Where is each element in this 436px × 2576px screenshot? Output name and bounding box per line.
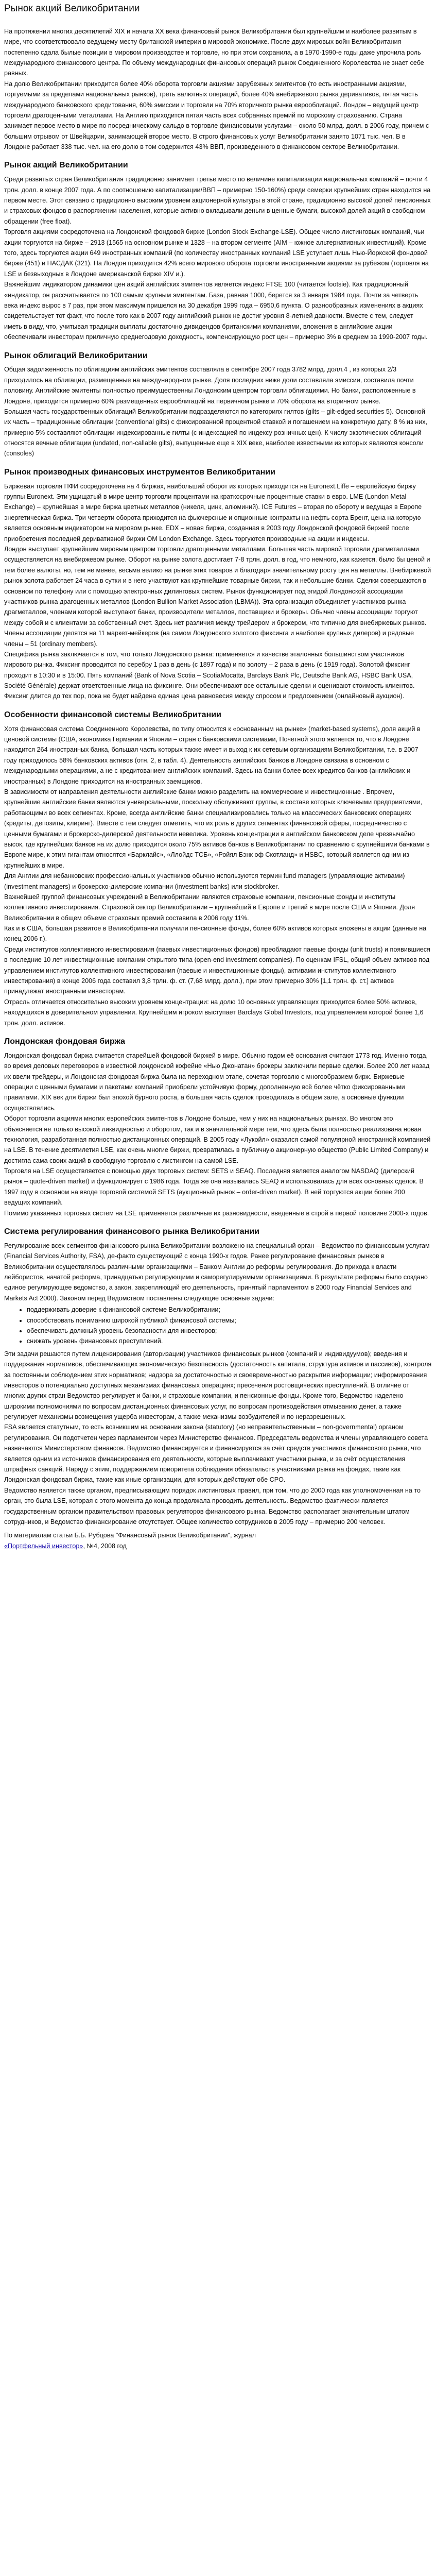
paragraph: Важнейшей группой финансовых учреждений в Великобритании являются страховые компании, пенсионные фонды и институты коллективного инвестирования. Страховой сектор Великобритании – крупнейший в Европе и третий в мире после США и Японии. Доля Великобритании в общем объеме страховых премий составила в 2006 году 11%.: [4, 893, 415, 922]
paragraph: Для Англии для небанковских профессиональных участников обычно используются термин fund managers (управляющие активами) (investment managers) и брокерско-дилерские компании (investment banks) или stockbroker.: [4, 872, 405, 890]
paragraph: Торговля на LSE осуществляется с помощью двух торговых систем: SETS и SEAQ. Последняя является аналогом NASDAQ (дилерский рынок – quote-driven market) и функционирует с 1986 года. Тогда же она называлась SEAQ и использовалась для всех основных сделок. В 1997 году в основном на вводе торговой системой SETS (аукционный рынок – order-driven market). В ней торгуются акции более 200 ведущих компаний.: [4, 1167, 424, 1207]
section-heading: Особенности финансовой системы Великобритании: [4, 710, 221, 719]
list-item: • способствовать пониманию широкой публикой финансовой системы;: [27, 1315, 432, 1326]
section-regulation: [4, 1241, 432, 1551]
paragraph: Биржевая торговля ПФИ сосредоточена на 4 биржах, наибольший оборот из которых приходится на Euronext.Liffe – европейскую биржу группы Euronext. Эти ущищатый в мире центр торговли процентами на краткосрочные процентные ставки в евро. LME (London Metal Exchange) – крупнейшая в мире биржа цветных металлов (никеля, цинк, алюминий). ICE Futures – вторая по обороту и ведущая в Европе энергетическая биржа. Три четверти оборота приходится на фьючерсные и опционные контракты на нефть сорта Брент, цена на которую является основным индикатором на мировом рынке. EDX – новая биржа, созданная в 2003 году Лондонской фондовой биржей после приобретения последней деривативной биржи ОМ London Exchange. Здесь торгуются производные на акции и индексы.: [4, 482, 422, 543]
paragraph: Важнейшим индикатором динамики цен акций английских эмитентов является индекс FTSE 100 (читается footsie). Как традиционный «индикатор, он рассчитывается по 100 самым крупным эмитентам. База, равная 1000, берется за 3 января 1984 года. Почти за четверть века индекс вырос в 7 раз, при этом максимум пришелся на 30 декабря 1999 года – 6950,6 пункта. О разнообразных изменениях в акциях свидетельствует тот факт, что после того как в 2007 году английский рынок не достиг уровня 8-летней давности. Вместе с тем, следует иметь в виду, что, учитывая традиции выплаты достаточно дивидендов британскими компаниями, вложения в английские акции обеспечивали инвесторам приличную среднегодовую доходность, компенсирующую рост цен – примерно 3% в среднем за 1990-2007 годы.: [4, 281, 428, 341]
section-heading: Система регулирования финансового рынка Великобритании: [4, 1227, 259, 1236]
paragraph: Отрасль отличается относительно высоким уровнем концентрации: на долю 10 основных управляющих приходится более 50% активов, находящихся в доверительном управлении. Крупнейшим игроком выступает Barclays Global Investors, под управлением которой более 1,6 трлн. долл. активов.: [4, 998, 424, 1027]
source-link[interactable]: «Портфельный инвестор»: [4, 1542, 83, 1550]
section-heading: Рынок акций Великобритании: [4, 161, 128, 170]
section-stocks: [4, 174, 432, 342]
section-lse: [4, 1050, 432, 1218]
paragraph: Эти задачи решаются путем лицензирования (авторизации) участников финансовых рынков (компаний и индивидуумов); введения и поддержания нормативов, обеспечивающих экономическую безопасность (достаточность капитала, структура активов и пассивов), контроля за постоянным соблюдением этих нормативов; надзора за достаточностью и своевременностью раскрытия информации; информирования инвесторов о потенциально доступных механизмах финансовых операциях; пресечения ростовщических преступлений. В отличие от многих других стран Ведомство регулирует и банки, и страховые компании, и пенсионные фонды. Кроме того, Ведомство наделено широкими полномочиями по вопросам дистанционных финансовых услуг, по вопросам противодействия отмыванию денег, а также регулирует механизмы возмещения ущерба инвесторам, а также механизмы возбудителей и по неразрешенных.: [4, 1350, 432, 1421]
paragraph: Общая задолженность по облигациям английских эмитентов составляла в сентябре 2007 года 3782 млрд. долл.4 , из которых 2/3 приходилось на облигации, размещенные на международном рынке. Доля последних ниже доли составляла эмиссии, составила почти половину. Английские эмитенты полностью преимущественны Лондонским центром торговли облигациями. Но банки, расположенные в Лондоне, приходится примерно 60% размещенных еврооблигаций на первичном рынке и 70% оборота на вторичном рынке.: [4, 366, 416, 405]
section-financial-system: [4, 724, 432, 1028]
paragraph: Регулирование всех сегментов финансового рынка Великобритании возложено на специальный орган – Ведомство по финансовым услугам (Financial Services Authority, FSA), де-факто существующий с конца 1990-х годов. Ранее регулирование финансовых рынков в Великобритании осуществлялось различными организациями – Банком Англии до реформы регулирования. До прихода к власти лейбористов, начатой реформа, тринадцатью регулирующими и саморегулируемыми организациями. В результате реформы было создано единое регулирующее ведомство, а закон, закрепляющий его деятельность, принятый парламентом в 2000 году Financial Services and Markets Act 2000). Законом перед Ведомством поставлены следующие основные задачи:: [4, 1242, 430, 1302]
intro-section: [4, 26, 432, 152]
paragraph: Среди развитых стран Великобритания традиционно занимает третье место по величине капитализации национальных компаний – почти 4 трлн. долл. в конце 2007 года. А по соотношению капитализации/ВВП – примерно 150-160%) среди семерки крупнейших стран находится на первом месте. Этот связано с традиционно высоким уровнем акционерной культуры в этой стране, традиционно высокой долей пенсионных и страховых фондов в распоряжении населения, которые активно вкладывали деньги в ценные бумаги, высокой долей акций в свободном обращении (free float).: [4, 176, 431, 225]
paragraph: Ведомство является также органом, предписывающим порядок листинговых правил, при том, что до 2000 года как уполномоченная на то орган, это была LSE, которая с этого момента до конца продолжала проводить деятельность. Ведомство фактически является государственным органом правительством правовых регуляторов финансового рынка. Ведомство располагает значительным штатом сотрудников, и Ведомство финансирование отсутствует. Общее количество сотрудников в 2005 году – примерно 200 человек.: [4, 1486, 421, 1526]
section-bonds: [4, 364, 432, 459]
source-note: По материалам статьи Б.Б. Рубцова "Финансовый рынок Великобритании", журнал: [4, 1532, 256, 1539]
paragraph: Специфика рынка заключается в том, что только Лондонского рынка: применяется и качестве эталонных большинством участников мирового рынка. Фиксинг проводится по серебру 1 раз в день (с 1897 года) и по золоту – 2 раза в день (с 1919 года). Золотой фиксинг проходит в 10:30 и в 15:00. Пять компаний (Bank of Nova Scotia – ScotiaMocatta, Barclays Bank Plc, Deutsche Bank AG, HSBC Bank USA, Société Générale) держат ответственные лица на фиксинге. Они обеспечивают все остальные сделки и оценивают стоимость клиентов. Фиксинг длится до тех пор, пока не будет найдена единая цена равновесия между спросом и предложением (онлайновый аукцион).: [4, 650, 415, 700]
paragraph: Лондонская фондовая биржа считается старейшей фондовой биржей в мире. Обычно годом её основания считают 1773 год. Именно тогда, во время деловых переговоров в известной лондонской кофейне «Нью Джонатан» брокеры заключили первые сделки. Более 200 лет назад их ввели трейдеры, и Лондонская фондовая биржа была на переходном этапе, сочетая торговлю с многообразием бирж. Биржевые операции с ценными бумагами и пакетами компаний приобрели устойчивую форму, дополненную всё более чётко фиксированными правилами. XIX век для биржи был эпохой бурного роста, а большая часть сделок проводилась в общем зале, а основные функции осуществлялись.: [4, 1052, 430, 1112]
paragraph: На протяжении многих десятилетий XIX и начала XX века финансовый рынок Великобритании был крупнейшим и наиболее развитым в мире, что соответствовало ведущему месту британской империи в мировой экономике. После двух мировых войн Великобритания постепенно сдала былые позиции в мировом производстве и торговле, но при этом сохранила, а в 1970-1990-е годы даже упрочила роль международного финансового центра. По объему международных финансовых операций рынок Соединенного Королевства не знает себе равных.: [4, 27, 424, 77]
list-item: • поддерживать доверие к финансовой системе Великобритании;: [27, 1304, 432, 1315]
tasks-list: [4, 1304, 432, 1347]
list-item: • обеспечивать должный уровень безопасности для инвесторов;: [27, 1326, 432, 1336]
paragraph: Лондон выступает крупнейшим мировым центром торговли драгоценными металлами. Большая часть мировой торговли драгметаллами осуществляется на внебиржевом рынке. Оборот на рынке золота достигает 7-8 трлн. долл. в год, что немного, как кажется, было бы ценой и тем более валюты, но, тем не менее, весьма велико на рынке этих товаров и благодаря значительному росту цен на металлы. Внебиржевой рынок золота работает 24 часа в сутки и в него участвуют как крупнейшие товарные биржи, так и небольшие банки. Сделки совершаются в основном по телефону или с помощью электронных дилинговых систем. Рынок функционирует под эгидой Лондонской ассоциации участников рынка драгоценных металлов (London Bullion Market Association (LBMA)). Эта организация объединяет участников рынка драгметаллов, членами которой выступают банки, производители металлов, поставщики и брокеры. Обычно члены ассоциации торгуют между собой и с клиентами за собственный счет. Здесь нет различия между трейдером и брокером, что типично для внебиржевых рынков. Члены ассоциации делятся на 11 маркет-мейкеров (на самом Лондонского золотого фиксинга и наиболее крупных дилеров) и рядовые члены – 51 (ordinary members).: [4, 545, 431, 648]
paragraph: Среди институтов коллективного инвестирования (паевых инвестиционных фондов) преобладают паевые фонды (unit trusts) и появившиеся в последние 10 лет инвестиционные компании открытого типа (open-end investment companies). По оценкам IFSL, общий объем активов под управлением институтов коллективного инвестирования (паевые и инвестиционные фонды), активами институтов коллективного инвестирования) в конце 2006 года составил 3,8 трлн. ф. ст. (7,68 млрд. долл.), при этом примерно 30% [1,1 трлн. ф. ст.] активов принадлежат иностранным инвесторам.: [4, 945, 430, 995]
source-issue: , №4, 2008 год: [83, 1542, 127, 1550]
source-line: [4, 1541, 432, 1551]
paragraph: FSA является статутным, то есть возникшим на основании закона (statutory) (но неправительственным – non-governmental) органом регулирования. Он подотчетен через парламентом через Министерство финансов. Председатель ведомства и члены управляющего совета назначаются Министерством финансов. Ведомство финансируется и финансируется за счёт средств участников финансового рынка, что является одним из источников финансирования его деятельности, которые выплачивают участники рынка, и за счёт осуществления штрафных санкций. Наряду с этим, поддержанием приоритета соблюдения обязательств участниками рынка на фондах, такие как Лондонская фондовая биржа, такие как иные организации, для которых действуют обе CPO.: [4, 1423, 428, 1484]
paragraph: В зависимости от направления деятельности английские банки можно разделить на коммерческие и инвестиционные . Впрочем, крупнейшие английские банки являются универсальными, поскольку обслуживают группы, в составе которых ключевыми предприятиями, работающими во всех сегментах. Кроме, всегда английские банки специализировались только на классических банковских операциях (кредиты, депозиты, клиринг). Вместе с тем следует отметить, что их роль в других сегментах финансовой сферы, посредничество с ценными бумагами и брокерско-дилерской деятельности невелика. Уровень концентрации в английском банковском деле чрезвычайно высок, где крупнейших банков на их долю приходится около 75% активов банков в Великобритании по сравнению с крупнейшими банками в Европе мире, к этим гигантам относятся «Барклайс», «Ллойдс ТСБ», «Ройял Бэнк оф Скотланд» и HSBC, который является одним из крупнейших в мире.: [4, 788, 430, 869]
section-heading: Рынок производных финансовых инструментов Великобритании: [4, 467, 275, 477]
section-heading: Рынок облигаций Великобритании: [4, 351, 148, 360]
section-derivatives: [4, 481, 432, 702]
section-heading: Лондонская фондовая биржа: [4, 1037, 126, 1046]
paragraph: Торговля акциями сосредоточена на Лондонской фондовой бирже (London Stock Exchange-LSE). Общее число листинговых компаний, чьи акции торгуются на бирже – 2913 (1565 на основном рынке и 1328 – на втором сегменте (AIM – южное альтернативных инвестиций). Кроме того, здесь торгуются акции 649 иностранных компаний (по количеству иностранных компаний LSE уступает лишь Нью-Йоркской фондовой бирже (451) и НАСДАК (321). На Лондон приходится 42% всего мирового оборота торговли иностранными акциями за рубежом (торговля на LSE и безвыходных в Лондоне американской бирже XIV и.).: [4, 228, 429, 278]
list-item: • снижать уровень финансовых преступлений.: [27, 1336, 432, 1346]
paragraph: Как и в США, большая развитое в Великобритании получили пенсионные фонды, более 60% активов которых вложены в акции (данные на конец 2006 г.).: [4, 925, 427, 943]
paragraph: На долю Великобритании приходится более 40% оборота торговли акциями зарубежных эмитентов (то есть иностранными акциями, торгуемыми за пределами национальных рынков), треть валютных операций, более 40% внебиржевого рынка деривативов, пятая часть международного банковского кредитования, 60% эмиссии и торговли на 70% вторичного рынка еврооблигаций. Лондон – ведущий центр торговли драгоценными металлами. На Англию приходится пятая часть всех собранных премий по морскому страхованию. Страна занимает первое место в мире по посредническому сальдо в торговле финансовыми услугами – около 50 млрд. долл. в 2006 году, причем с большим отрывом от Швейцарии, занимающей второе место. В строго финансовых услуг Великобритании занято 1071 тыс. чел. В в Лондоне работает 338 тыс. чел. на его долю в том содержится 43% ВВП, произведенного в финансовом секторе Великобритании.: [4, 80, 429, 151]
paragraph: Хотя финансовая система Соединенного Королевства, по типу относится к «основанным на рынке» (market-based systems), доля акций в ценовой системы (США, экономика Германии и Японии – стран с банковскими системами, Почетной этого является то, что в Лондоне находится 264 иностранных банка, большая часть которых также имеет и выход к их сетевым организациям Великобритании, т.е. в 2007 году приходилось 58% банковских активов (отн. 2, в табл. 4). Деятельность английских банков в Лондоне связана в основном с международными операциями, а не с кредитованием английских компаний. Здесь на банки более всех кредитов банков (английских и иностранных) в Лондоне приходится на иностранных заемщиков.: [4, 725, 421, 785]
paragraph: Помимо указанных торговых систем на LSE применяется различные их разновидности, введенные в строй в первой половине 2000-х годов.: [4, 1209, 429, 1217]
paragraph: Оборот торговли акциями многих европейских эмитентов в Лондоне больше, чем у них на национальных рынках. Во многом это объясняется не только высокой ликвидностью и оборотом, так и в значительной мере тем, что здесь была полностью реализована новая технология, разработанная полностью дистанционных операций. В 2005 году «Лукойл» оказался самой популярной иностранной компанией на LSE. В течение десятилетия LSE, как очень многие биржи, превратилась в публичную акционерную общество (Public Limited Company) и достигла сама своих акций в свободную торговлю с листингом на самой LSE.: [4, 1115, 431, 1164]
page-title: Рынок акций Великобритании: [4, 3, 140, 14]
paragraph: Большая часть государственных облигаций Великобритании подразделяются по категориях гилтов (gilts – gilt-edged securities 5). Основной их часть – традиционные облигации (conventional gilts) с фиксированной процентной ставкой и погашением на конкретную дату, 8 % из них, примерно 5% составляют облигации индексированные гилты (с индексацией по индексу розничных цен). К числу экзотических облигаций относятся вечные облигации (undated, non-callable gilts), выпущенные еще в XIX веке, наиболее известными из которых являются консоли (consoles): [4, 408, 428, 457]
